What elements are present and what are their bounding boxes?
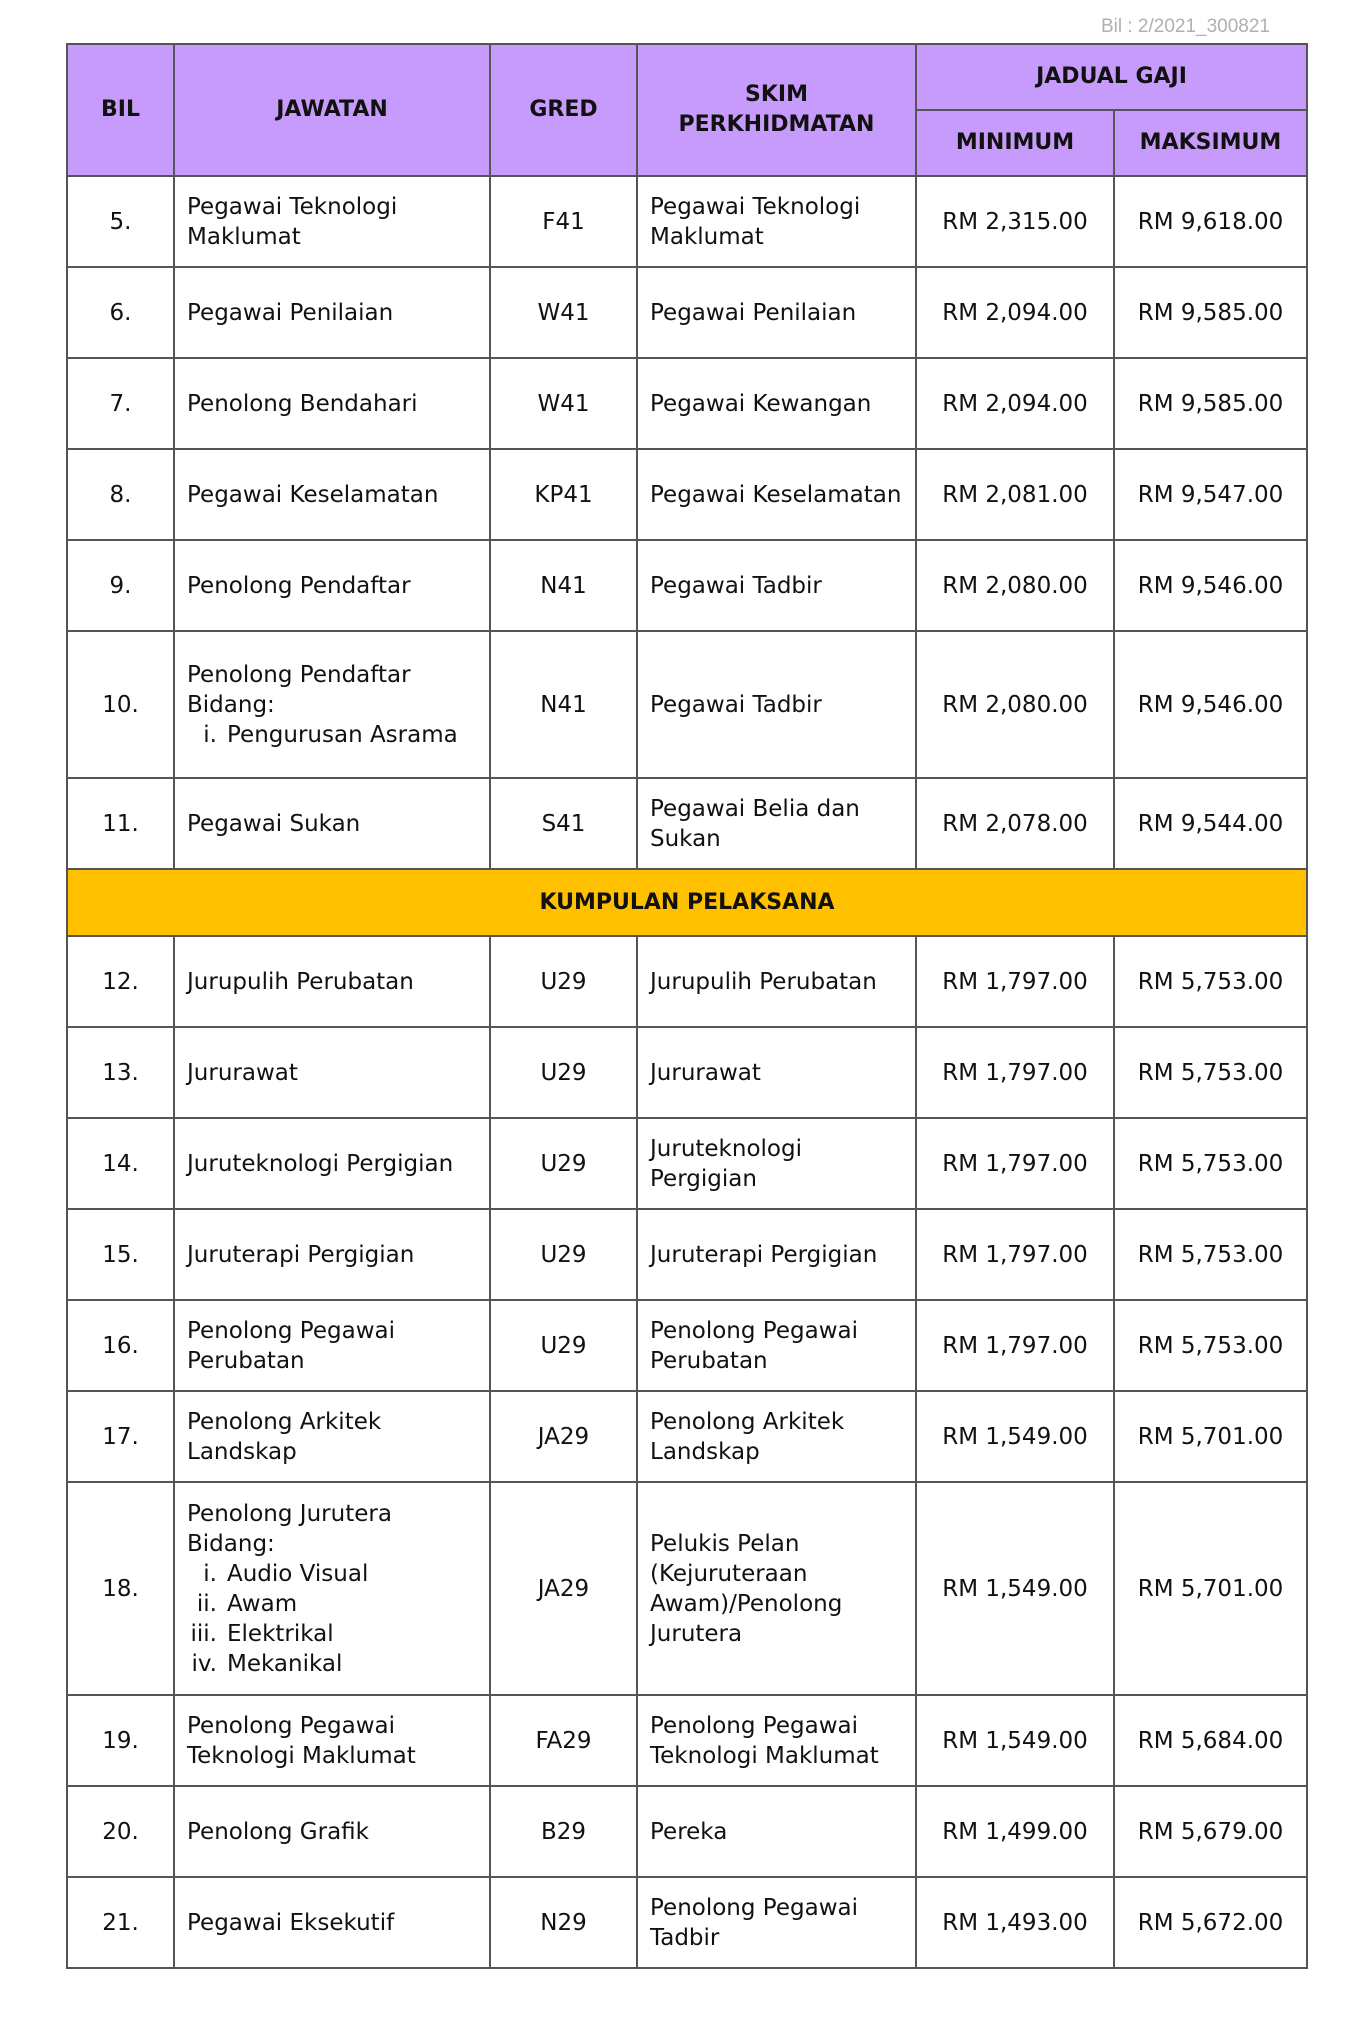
jawatan-title: Juruterapi Pergigian [187, 1241, 415, 1268]
cell-skim: Pegawai Tadbir [637, 631, 916, 778]
bidang-list [187, 1559, 477, 1679]
cell-skim: Penolong Pegawai Teknologi Maklumat [637, 1695, 916, 1786]
cell-maksimum: RM 5,684.00 [1114, 1695, 1307, 1786]
cell-jawatan [174, 540, 490, 631]
group-title: KUMPULAN PELAKSANA [67, 869, 1307, 936]
cell-minimum: RM 1,549.00 [916, 1695, 1114, 1786]
cell-gred: FA29 [490, 1695, 637, 1786]
bidang-label: Bidang: [187, 1530, 275, 1557]
cell-skim: Penolong Arkitek Landskap [637, 1391, 916, 1482]
cell-bil: 10. [67, 631, 174, 778]
bidang-number: iv. [191, 1650, 217, 1677]
cell-skim: Pereka [637, 1786, 916, 1877]
table-header [67, 44, 1307, 176]
cell-minimum: RM 2,315.00 [916, 176, 1114, 267]
bidang-text: Audio Visual [227, 1560, 369, 1587]
cell-gred: W41 [490, 267, 637, 358]
jawatan-title: Penolong Pegawai Teknologi Maklumat [187, 1712, 416, 1769]
jawatan-title: Penolong Pendaftar [187, 661, 411, 688]
bidang-item [187, 1649, 477, 1679]
cell-jawatan [174, 1300, 490, 1391]
bidang-text: Elektrikal [227, 1620, 334, 1647]
cell-jawatan [174, 449, 490, 540]
table-row [67, 1209, 1307, 1300]
cell-minimum: RM 2,080.00 [916, 540, 1114, 631]
header-minimum: MINIMUM [916, 110, 1114, 176]
table-row [67, 267, 1307, 358]
cell-minimum: RM 2,078.00 [916, 778, 1114, 869]
cell-maksimum: RM 5,753.00 [1114, 1209, 1307, 1300]
cell-skim: Pegawai Teknologi Maklumat [637, 176, 916, 267]
cell-maksimum: RM 5,701.00 [1114, 1391, 1307, 1482]
cell-minimum: RM 2,094.00 [916, 358, 1114, 449]
jawatan-title: Pegawai Teknologi Maklumat [187, 193, 398, 250]
cell-jawatan [174, 631, 490, 778]
cell-jawatan [174, 1695, 490, 1786]
bidang-number: i. [203, 1560, 217, 1587]
cell-maksimum: RM 9,547.00 [1114, 449, 1307, 540]
header-jadual-gaji: JADUAL GAJI [916, 44, 1307, 110]
cell-skim: Juruteknologi Pergigian [637, 1118, 916, 1209]
cell-bil: 6. [67, 267, 174, 358]
cell-bil: 8. [67, 449, 174, 540]
cell-bil: 15. [67, 1209, 174, 1300]
table-row [67, 1118, 1307, 1209]
cell-maksimum: RM 9,618.00 [1114, 176, 1307, 267]
cell-skim: Pegawai Belia dan Sukan [637, 778, 916, 869]
cell-skim: Pegawai Penilaian [637, 267, 916, 358]
cell-gred: U29 [490, 1300, 637, 1391]
cell-gred: U29 [490, 1027, 637, 1118]
cell-jawatan [174, 267, 490, 358]
document-reference-number: Bil : 2/2021_300821 [1100, 16, 1270, 37]
cell-gred: S41 [490, 778, 637, 869]
cell-skim: Jurupulih Perubatan [637, 936, 916, 1027]
jawatan-title: Penolong Grafik [187, 1818, 369, 1845]
group-row [67, 869, 1307, 936]
bidang-text: Awam [227, 1590, 298, 1617]
cell-bil: 5. [67, 176, 174, 267]
cell-gred: KP41 [490, 449, 637, 540]
cell-jawatan [174, 936, 490, 1027]
cell-gred: N29 [490, 1877, 637, 1968]
cell-bil: 21. [67, 1877, 174, 1968]
cell-minimum: RM 1,797.00 [916, 1118, 1114, 1209]
table-row [67, 1027, 1307, 1118]
cell-maksimum: RM 5,753.00 [1114, 1118, 1307, 1209]
cell-maksimum: RM 5,701.00 [1114, 1482, 1307, 1695]
cell-maksimum: RM 5,672.00 [1114, 1877, 1307, 1968]
cell-gred: JA29 [490, 1391, 637, 1482]
cell-maksimum: RM 9,585.00 [1114, 267, 1307, 358]
bidang-item [187, 1619, 477, 1649]
jawatan-title: Pegawai Penilaian [187, 299, 394, 326]
cell-maksimum: RM 9,544.00 [1114, 778, 1307, 869]
table-row [67, 1391, 1307, 1482]
salary-table [66, 43, 1308, 1969]
cell-minimum: RM 2,080.00 [916, 631, 1114, 778]
table-row [67, 1786, 1307, 1877]
cell-bil: 20. [67, 1786, 174, 1877]
jawatan-title: Penolong Pegawai Perubatan [187, 1317, 395, 1374]
cell-skim: Pegawai Keselamatan [637, 449, 916, 540]
cell-jawatan [174, 778, 490, 869]
jawatan-title: Pegawai Eksekutif [187, 1909, 395, 1936]
cell-bil: 16. [67, 1300, 174, 1391]
cell-jawatan [174, 1209, 490, 1300]
cell-jawatan [174, 176, 490, 267]
bidang-item [187, 1559, 477, 1589]
cell-bil: 11. [67, 778, 174, 869]
header-gred: GRED [490, 44, 637, 176]
cell-gred: W41 [490, 358, 637, 449]
cell-gred: U29 [490, 1118, 637, 1209]
bidang-item [187, 1589, 477, 1619]
jawatan-title: Penolong Pendaftar [187, 572, 411, 599]
table-row [67, 1695, 1307, 1786]
cell-jawatan [174, 1027, 490, 1118]
cell-bil: 13. [67, 1027, 174, 1118]
cell-bil: 18. [67, 1482, 174, 1695]
table-row [67, 778, 1307, 869]
table-row [67, 540, 1307, 631]
jawatan-title: Juruteknologi Pergigian [187, 1150, 454, 1177]
cell-bil: 12. [67, 936, 174, 1027]
cell-bil: 17. [67, 1391, 174, 1482]
table-row [67, 631, 1307, 778]
cell-gred: U29 [490, 1209, 637, 1300]
cell-jawatan [174, 1391, 490, 1482]
cell-jawatan [174, 358, 490, 449]
jawatan-title: Penolong Arkitek Landskap [187, 1408, 382, 1465]
cell-maksimum: RM 5,753.00 [1114, 1027, 1307, 1118]
cell-minimum: RM 2,094.00 [916, 267, 1114, 358]
cell-gred: F41 [490, 176, 637, 267]
cell-minimum: RM 1,549.00 [916, 1482, 1114, 1695]
cell-gred: B29 [490, 1786, 637, 1877]
table-row [67, 358, 1307, 449]
cell-jawatan [174, 1786, 490, 1877]
jawatan-title: Penolong Bendahari [187, 390, 418, 417]
header-maksimum: MAKSIMUM [1114, 110, 1307, 176]
cell-maksimum: RM 5,679.00 [1114, 1786, 1307, 1877]
table-row [67, 1877, 1307, 1968]
cell-minimum: RM 1,797.00 [916, 1209, 1114, 1300]
cell-gred: JA29 [490, 1482, 637, 1695]
cell-skim: Penolong Pegawai Perubatan [637, 1300, 916, 1391]
cell-bil: 14. [67, 1118, 174, 1209]
cell-minimum: RM 1,797.00 [916, 936, 1114, 1027]
cell-skim: Penolong Pegawai Tadbir [637, 1877, 916, 1968]
cell-jawatan [174, 1118, 490, 1209]
cell-skim: Pegawai Tadbir [637, 540, 916, 631]
cell-gred: N41 [490, 540, 637, 631]
table-row [67, 1482, 1307, 1695]
bidang-number: i. [203, 721, 217, 748]
bidang-list [187, 720, 477, 750]
cell-gred: N41 [490, 631, 637, 778]
cell-jawatan [174, 1877, 490, 1968]
cell-minimum: RM 1,797.00 [916, 1027, 1114, 1118]
cell-skim: Jururawat [637, 1027, 916, 1118]
bidang-item [187, 720, 477, 750]
jawatan-title: Jururawat [187, 1059, 298, 1086]
jawatan-title: Jurupulih Perubatan [187, 968, 414, 995]
cell-maksimum: RM 9,585.00 [1114, 358, 1307, 449]
cell-minimum: RM 1,797.00 [916, 1300, 1114, 1391]
table-row [67, 936, 1307, 1027]
table-row [67, 449, 1307, 540]
table-body [67, 176, 1307, 1968]
table-row [67, 1300, 1307, 1391]
cell-skim: Pelukis Pelan (Kejuruteraan Awam)/Penolong Jurutera [637, 1482, 916, 1695]
header-jawatan: JAWATAN [174, 44, 490, 176]
cell-minimum: RM 2,081.00 [916, 449, 1114, 540]
cell-maksimum: RM 9,546.00 [1114, 540, 1307, 631]
table-row [67, 176, 1307, 267]
jawatan-title: Penolong Jurutera [187, 1500, 392, 1527]
cell-minimum: RM 1,499.00 [916, 1786, 1114, 1877]
jawatan-title: Pegawai Keselamatan [187, 481, 439, 508]
cell-maksimum: RM 5,753.00 [1114, 1300, 1307, 1391]
cell-maksimum: RM 5,753.00 [1114, 936, 1307, 1027]
cell-bil: 7. [67, 358, 174, 449]
bidang-text: Pengurusan Asrama [227, 721, 458, 748]
cell-skim: Pegawai Kewangan [637, 358, 916, 449]
jawatan-title: Pegawai Sukan [187, 810, 361, 837]
cell-bil: 9. [67, 540, 174, 631]
cell-jawatan [174, 1482, 490, 1695]
cell-gred: U29 [490, 936, 637, 1027]
bidang-number: iii. [190, 1620, 217, 1647]
bidang-text: Mekanikal [227, 1650, 343, 1677]
cell-maksimum: RM 9,546.00 [1114, 631, 1307, 778]
cell-minimum: RM 1,493.00 [916, 1877, 1114, 1968]
bidang-number: ii. [196, 1590, 217, 1617]
cell-bil: 19. [67, 1695, 174, 1786]
header-skim: SKIM PERKHIDMATAN [637, 44, 916, 176]
cell-minimum: RM 1,549.00 [916, 1391, 1114, 1482]
bidang-label: Bidang: [187, 691, 275, 718]
header-bil: BIL [67, 44, 174, 176]
cell-skim: Juruterapi Pergigian [637, 1209, 916, 1300]
